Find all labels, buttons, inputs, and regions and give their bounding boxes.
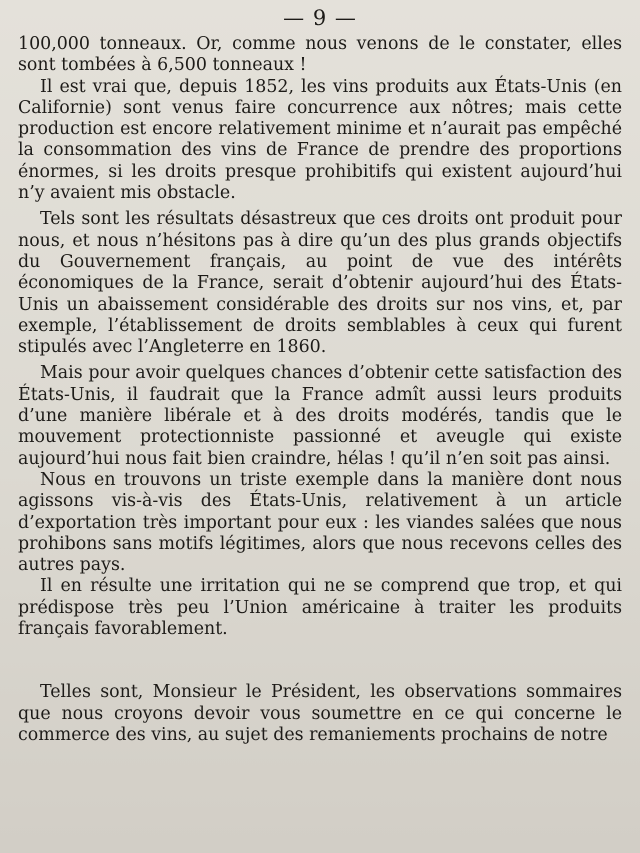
paragraph: 100,000 tonneaux. Or, comme nous venons de le constater, elles sont tombées à 6,500 tonneaux ! (18, 34, 622, 76)
paragraph: Mais pour avoir quelques chances d’obtenir cette satisfaction des États-Unis, il faudrait que la France admît aussi leurs produits d’une manière libérale et à des droits modérés, tandis que le mouvement protectionniste passionné et aveugle qui existe aujourd’hui nous fait bien craindre, hélas ! qu’il n’en soit pas ainsi. (18, 363, 622, 469)
paragraph: Telles sont, Monsieur le Président, les observations sommaires que nous croyons devoir vous soumettre en ce qui concerne le commerce des vins, au sujet des remaniements prochains de notre (18, 682, 622, 745)
paragraph: Tels sont les résultats désastreux que ces droits ont produit pour nous, et nous n’hésitons pas à dire qu’un des plus grands objectifs du Gouvernement français, au point de vue des intérêts économiques de la France, serait d’obtenir aujourd’hui des États-Unis un abaissement considérable des droits sur nos vins, et, par exemple, l’établissement de droits semblables à ceux qui furent stipulés avec l’Angleterre en 1860. (18, 209, 622, 358)
paragraph: Nous en trouvons un triste exemple dans la manière dont nous agissons vis-à-vis des États-Unis, relativement à un article d’exportation très important pour eux : les viandes salées que nous prohibons sans motifs légitimes, alors que nous recevons celles des autres pays. (18, 469, 622, 576)
paragraph: Il en résulte une irritation qui ne se comprend que trop, et qui prédispose très peu l’Union américaine à traiter les produits français favorablement. (18, 576, 622, 640)
body-text (18, 34, 622, 746)
paragraph: Il est vrai que, depuis 1852, les vins produits aux États-Unis (en Californie) sont venus faire concurrence aux nôtres; mais cette production est encore relativement minime et n’aurait pas empêché la consommation des vins de France de prendre des proportions énormes, si les droits presque prohibitifs qui existent aujourd’hui n’y avaient mis obstacle. (18, 76, 622, 204)
page-number: — 9 — (283, 6, 357, 30)
